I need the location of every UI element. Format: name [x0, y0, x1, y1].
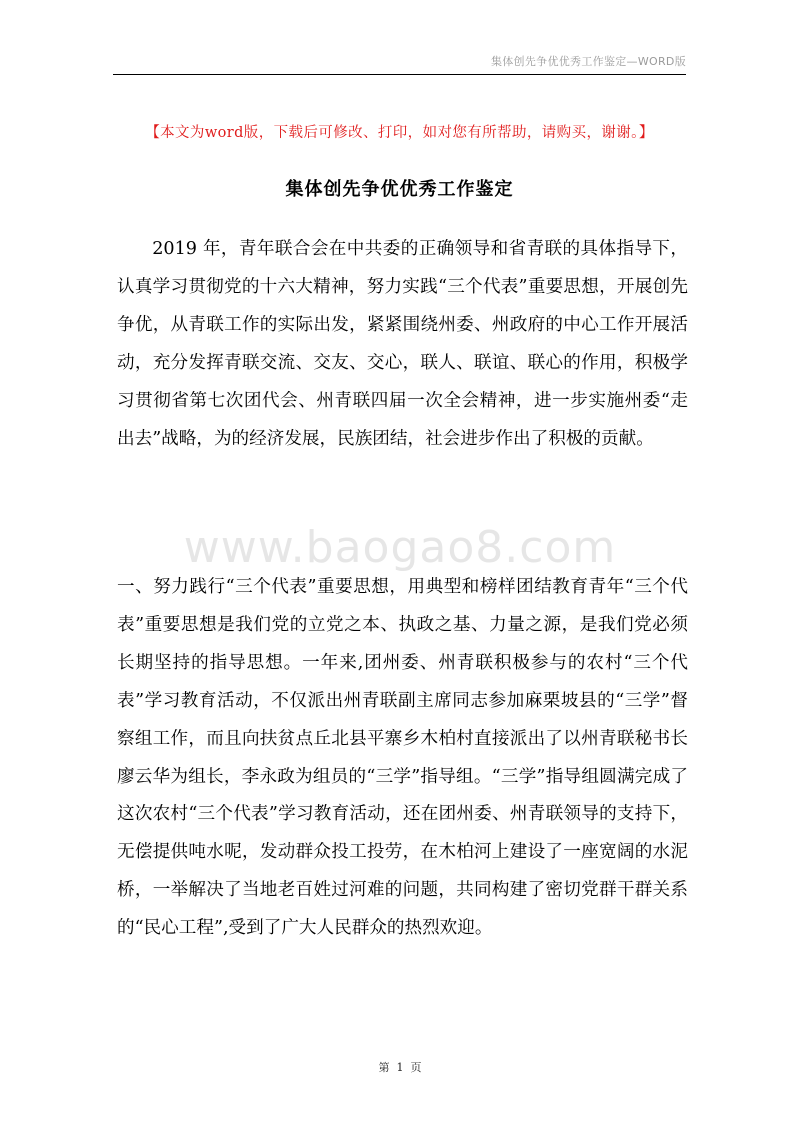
download-notice: 【本文为word版，下载后可修改、打印，如对您有所帮助，请购买，谢谢。】 [145, 125, 654, 141]
watermark: www.baogao8.com [183, 522, 617, 573]
page-header: 集体创先争优优秀工作鉴定—WORD版 [490, 55, 686, 68]
header-divider [113, 74, 686, 75]
page-number: 第 1 页 [378, 1061, 422, 1074]
document-title: 集体创先争优优秀工作鉴定 [285, 179, 514, 200]
body-paragraph-2: 一、努力践行“三个代表”重要思想，用典型和榜样团结教育青年“三个代表”重要思想是我们党的立党之本、执政之基、力量之源，是我们党必须长期坚持的指导思想。一年来,团州委、州青联积极参与的农村“三个代表”学习教育活动，不仅派出州青联副主席同志参加麻栗坡县的“三学”督察组工作，而且向扶贫点丘北县平寨乡木柏村直接派出了以州青联秘书长廖云华为组长，李永政为组员的“三学”指导组。“三学”指导组圆满完成了这次农村“三个代表”学习教育活动，还在团州委、州青联领导的支持下，无偿提供吨水呢，发动群众投工投劳，在木柏河上建设了一座宽阔的水泥桥，一举解决了当地老百姓过河难的问题，共同构建了密切党群干群关系的“民心工程”,受到了广大人民群众的热烈欢迎。 [117, 577, 688, 939]
body-paragraph-1: 2019 年，青年联合会在中共委的正确领导和省青联的具体指导下，认真学习贯彻党的十六大精神，努力实践“三个代表”重要思想，开展创先争优，从青联工作的实际出发，紧紧围绕州委、州政府的中心工作开展活动，充分发挥青联交流、交友、交心，联人、联谊、联心的作用，积极学习贯彻省第七次团代会、州青联四届一次全会精神，进一步实施州委“走出去”战略，为的经济发展，民族团结，社会进步作出了积极的贡献。 [117, 239, 688, 449]
